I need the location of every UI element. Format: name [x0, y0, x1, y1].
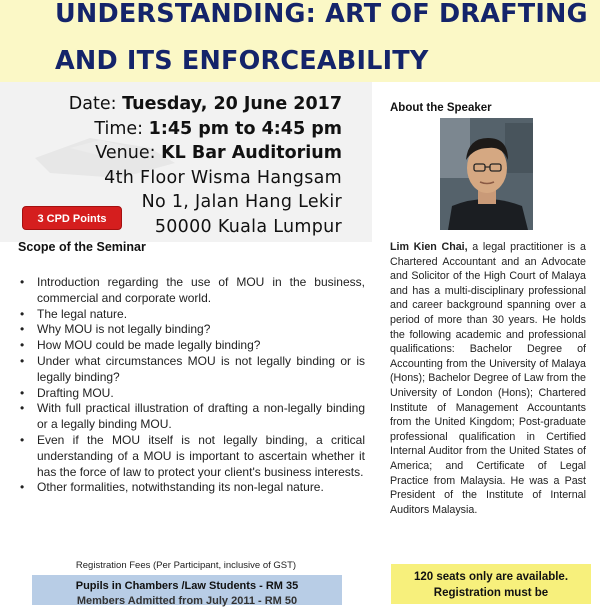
date-value: Tuesday, 20 June 2017: [122, 94, 342, 114]
speaker-bio-text: a legal practitioner is a Chartered Accountant and an Advocate and Solicitor of the High Court of Malaya and has a multi-disciplinary professional and career background spanning over a period of more than 30 years. He holds the following academic and professional qualifications: Bachelor Degree of Accounting from the University of Malaya (Hons); Bachelor Degree of Law from the University of London (Hons); Chartered Institute of Management Accountants from the United Kingdom; Post-graduate professional qualification in Certified Internal Auditor from the United States of America; and Certificate of Legal Practice from Malaysia. He was a Past President of the Institute of Internal Auditors Malaysia.: [390, 241, 586, 516]
address-line: 50000 Kuala Lumpur: [154, 216, 342, 237]
address-line: No 1, Jalan Hang Lekir: [141, 192, 342, 212]
seats-line: 120 seats only are available.: [413, 571, 569, 583]
list-item: • Other formalities, notwithstanding its non-legal nature.: [20, 480, 365, 496]
fee-box: [32, 575, 342, 605]
venue-value: KL Bar Auditorium: [161, 143, 342, 163]
address-line: 4th Floor Wisma Hangsam: [104, 167, 342, 188]
fee-line: Pupils in Chambers /Law Students - RM 35: [75, 580, 299, 592]
title-line-2: AND ITS ENFORCEABILITY: [55, 46, 429, 76]
list-item: • Introduction regarding the use of MOU in the business, commercial and corporate world.: [20, 275, 365, 307]
speaker-name: Lim Kien Chai,: [390, 241, 468, 253]
seats-notice: [391, 564, 591, 604]
list-item: • Even if the MOU itself is not legally binding, a critical understanding of a MOU is important to ascertain whether it has the force of law to protect your client's business interests.: [20, 433, 365, 480]
scope-list: [20, 275, 365, 496]
list-item: • The legal nature.: [20, 307, 365, 323]
speaker-photo: [440, 118, 533, 230]
scope-heading: Scope of the Seminar: [18, 240, 146, 254]
fee-line: Members Admitted from July 2011 - RM 50: [76, 595, 298, 607]
title-line-1: UNDERSTANDING: ART OF DRAFTING: [55, 0, 588, 29]
list-item: • With full practical illustration of drafting a non-legally binding or a legally binding MOU.: [20, 401, 365, 433]
event-date: [69, 92, 342, 117]
event-venue: [69, 141, 342, 166]
speaker-bio: [390, 240, 586, 517]
list-item: • Under what circumstances MOU is not legally binding or is legally binding?: [20, 354, 365, 386]
speaker-heading: About the Speaker: [390, 102, 492, 114]
list-item: • Drafting MOU.: [20, 386, 365, 402]
registration-heading: Registration Fees (Per Participant, inclusive of GST): [75, 560, 297, 571]
venue-label: Venue:: [95, 143, 156, 163]
seats-line: Registration must be: [433, 587, 549, 599]
list-item: • Why MOU is not legally binding?: [20, 322, 365, 338]
speaker-portrait-graphic: [440, 118, 533, 230]
cpd-points-badge: 3 CPD Points: [22, 206, 122, 230]
list-item: • How MOU could be made legally binding?: [20, 338, 365, 354]
event-time: [69, 117, 342, 142]
time-value: 1:45 pm to 4:45 pm: [148, 118, 342, 139]
date-label: Date:: [68, 94, 117, 114]
time-label: Time:: [94, 118, 144, 139]
